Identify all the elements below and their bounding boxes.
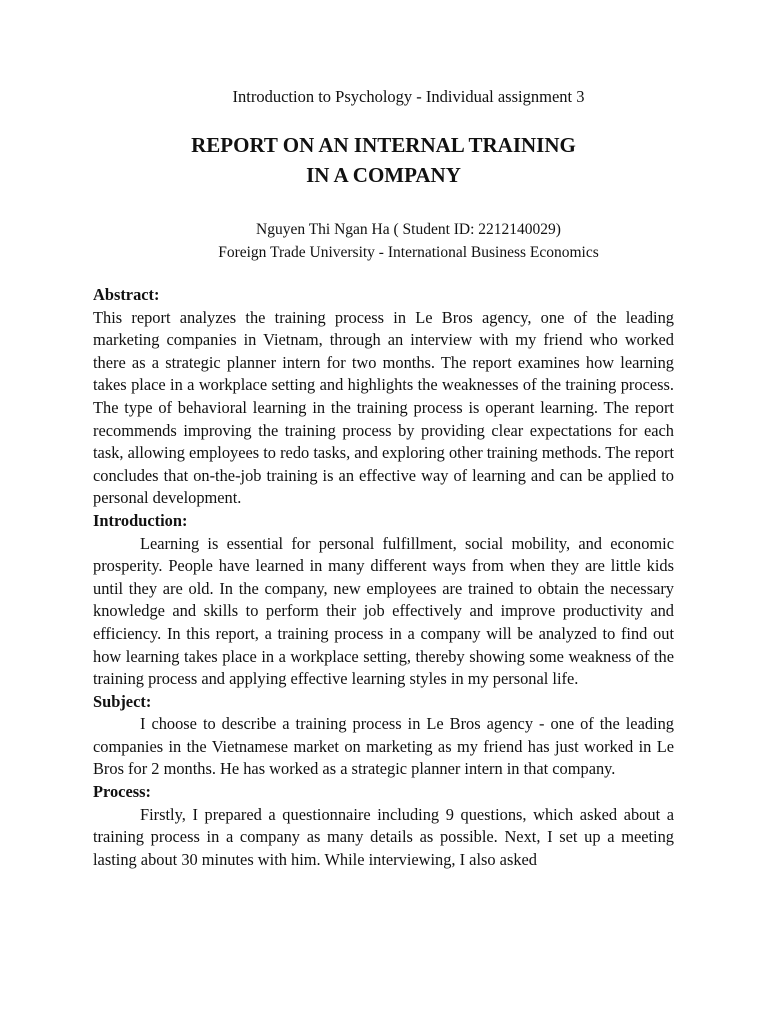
abstract-heading: Abstract: <box>93 285 160 304</box>
title-line-1: REPORT ON AN INTERNAL TRAINING <box>191 133 576 157</box>
author-affiliation: Foreign Trade University - International Business Economics <box>218 244 599 261</box>
process-paragraph: Firstly, I prepared a questionnaire including 9 questions, which asked about a training process in a company as many details as possible. Next, I set up a meeting lasting about 30 minutes with him. While interviewing, I also asked <box>93 804 674 869</box>
title-line-2: IN A COMPANY <box>306 163 461 187</box>
introduction-heading: Introduction: <box>93 510 188 530</box>
author-name: Nguyen Thi Ngan Ha ( Student ID: 2212140029) <box>256 221 561 238</box>
report-title <box>93 130 674 190</box>
introduction-paragraph: Learning is essential for personal fulfillment, social mobility, and economic prosperity. People have learned in many different ways from when they are little kids until they are old. In the company, new employees are trained to obtain the necessary knowledge and skills to perform their job effectively and improve productivity and efficiency. In this report, a training process in a company will be analyzed to find out how learning takes place in a workplace setting, thereby showing some weakness of the training process and applying effective learning styles in my personal life. <box>93 533 674 689</box>
course-line: Introduction to Psychology - Individual assignment 3 <box>232 87 585 106</box>
process-heading: Process: <box>93 782 151 802</box>
author-block <box>93 218 674 264</box>
subject-paragraph: I choose to describe a training process in Le Bros agency - one of the leading companies in the Vietnamese market on marketing as my friend has just worked in Le Bros for 2 months. He has worked as a strategic planner intern in that company. <box>93 714 674 779</box>
abstract-paragraph: This report analyzes the training process in Le Bros agency, one of the leading marketing companies in Vietnam, through an interview with my friend who worked there as a strategic planner intern for two months. The report examines how learning takes place in a workplace setting and highlights the weaknesses of the training process. The type of behavioral learning in the training process is operant learning. The report recommends improving the training process by providing clear expectations for each task, allowing employees to redo tasks, and exploring other training methods. The report concludes that on-the-job training is an effective way of learning and can be applied to personal development. <box>93 307 674 508</box>
document-body <box>93 284 674 871</box>
subject-heading: Subject: <box>93 691 152 711</box>
